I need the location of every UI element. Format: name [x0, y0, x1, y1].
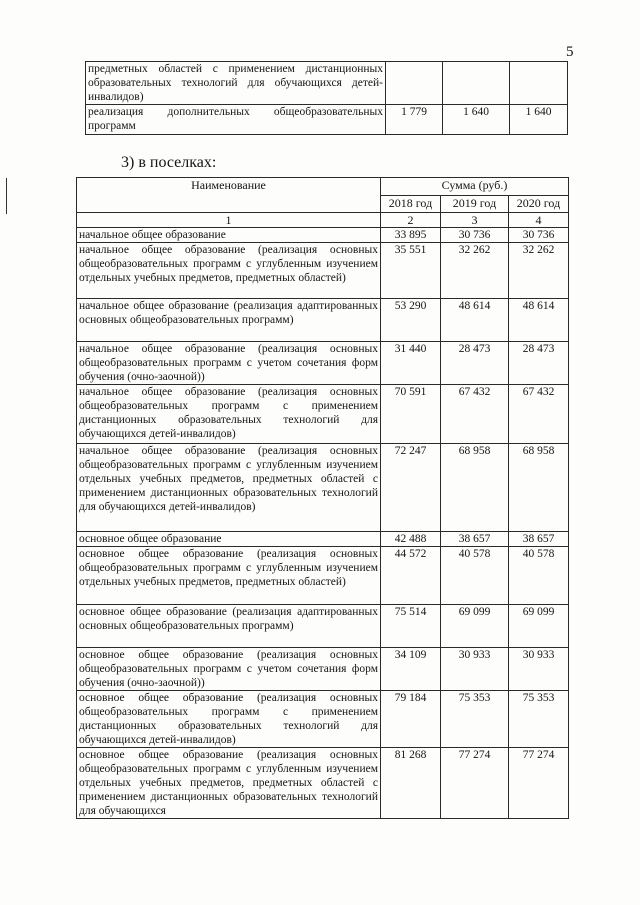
main-table — [76, 177, 569, 819]
header-year-2018: 2018 год — [381, 196, 441, 213]
row-name: предметных областей с применением дистанционных образовательных технологий для обучающихся детей-инвалидов) — [86, 62, 386, 105]
row-name: основное общее образование (реализация основных общеобразовательных программ с применением дистанционных образовательных технологий для обучающихся детей-инвалидов) — [77, 691, 381, 748]
value-2018: 53 290 — [381, 299, 441, 342]
value-2020: 38 657 — [509, 532, 569, 547]
value-2019: 77 274 — [441, 748, 509, 819]
table-row — [77, 228, 569, 243]
value-2019: 48 614 — [441, 299, 509, 342]
value-2020: 1 640 — [510, 105, 568, 135]
col-number-2: 2 — [381, 213, 441, 228]
value-2020: 75 353 — [509, 691, 569, 748]
main-table-body — [77, 228, 569, 819]
value-2020: 40 578 — [509, 547, 569, 605]
section-title: 3) в поселках: — [121, 154, 217, 171]
value-2018: 44 572 — [381, 547, 441, 605]
table-row — [77, 748, 569, 819]
value-2018: 81 268 — [381, 748, 441, 819]
value-2018: 79 184 — [381, 691, 441, 748]
value-2020: 69 099 — [509, 605, 569, 648]
table-row — [77, 547, 569, 605]
header-year-2020: 2020 год — [509, 196, 569, 213]
table-row — [77, 691, 569, 748]
value-2019: 67 432 — [441, 385, 509, 444]
row-name: начальное общее образование — [77, 228, 381, 243]
value-2018 — [386, 62, 443, 105]
value-2020: 30 736 — [509, 228, 569, 243]
value-2019: 68 958 — [441, 444, 509, 532]
value-2018: 1 779 — [386, 105, 443, 135]
table-row — [77, 444, 569, 532]
value-2020 — [510, 62, 568, 105]
page-number: 5 — [566, 44, 574, 60]
value-2020: 68 958 — [509, 444, 569, 532]
table-row — [77, 342, 569, 385]
row-name: основное общее образование (реализация основных общеобразовательных программ с углубленным изучением отдельных учебных предметов, предметных областей с применением дистанционных образовательных технологий для обучающихся — [77, 748, 381, 819]
top-table — [85, 61, 568, 135]
table-row — [77, 532, 569, 547]
table-row — [77, 385, 569, 444]
value-2018: 42 488 — [381, 532, 441, 547]
row-name: реализация дополнительных общеобразовательных программ — [86, 105, 386, 135]
value-2019: 30 933 — [441, 648, 509, 691]
header-sum: Сумма (руб.) — [381, 178, 569, 196]
row-name: основное общее образование (реализация адаптированных основных общеобразовательных программ) — [77, 605, 381, 648]
value-2019: 28 473 — [441, 342, 509, 385]
value-2019: 75 353 — [441, 691, 509, 748]
row-name: основное общее образование (реализация основных общеобразовательных программ с углубленным изучением отдельных учебных предметов, предметных областей) — [77, 547, 381, 605]
row-name: начальное общее образование (реализация основных общеобразовательных программ с учетом сочетания форм обучения (очно-заочной)) — [77, 342, 381, 385]
value-2018: 33 895 — [381, 228, 441, 243]
row-name: начальное общее образование (реализация основных общеобразовательных программ с применением дистанционных образовательных технологий для обучающихся детей-инвалидов) — [77, 385, 381, 444]
value-2018: 72 247 — [381, 444, 441, 532]
value-2018: 70 591 — [381, 385, 441, 444]
table-row — [77, 648, 569, 691]
value-2020: 32 262 — [509, 243, 569, 299]
table-row — [77, 299, 569, 342]
row-name: основное общее образование (реализация основных общеобразовательных программ с учетом сочетания форм обучения (очно-заочной)) — [77, 648, 381, 691]
value-2020: 28 473 — [509, 342, 569, 385]
col-number-3: 3 — [441, 213, 509, 228]
header-name: Наименование — [77, 178, 381, 213]
row-name: начальное общее образование (реализация адаптированных основных общеобразовательных программ) — [77, 299, 381, 342]
col-number-1: 1 — [77, 213, 381, 228]
value-2020: 48 614 — [509, 299, 569, 342]
table-row — [86, 62, 568, 105]
value-2020: 30 933 — [509, 648, 569, 691]
value-2018: 75 514 — [381, 605, 441, 648]
value-2020: 77 274 — [509, 748, 569, 819]
row-name: начальное общее образование (реализация основных общеобразовательных программ с углубленным изучением отдельных учебных предметов, предметных областей) — [77, 243, 381, 299]
row-name: основное общее образование — [77, 532, 381, 547]
value-2018: 34 109 — [381, 648, 441, 691]
value-2019: 40 578 — [441, 547, 509, 605]
value-2020: 67 432 — [509, 385, 569, 444]
value-2018: 31 440 — [381, 342, 441, 385]
table-row — [77, 243, 569, 299]
value-2019: 1 640 — [443, 105, 510, 135]
margin-mark — [6, 178, 7, 214]
header-year-2019: 2019 год — [441, 196, 509, 213]
value-2018: 35 551 — [381, 243, 441, 299]
table-row — [77, 605, 569, 648]
value-2019: 38 657 — [441, 532, 509, 547]
value-2019 — [443, 62, 510, 105]
column-numbers-row — [77, 213, 569, 228]
row-name: начальное общее образование (реализация основных общеобразовательных программ с углубленным изучением отдельных учебных предметов, предметных областей с применением дистанционных образовательных технологий для обучающихся детей-инвалидов) — [77, 444, 381, 532]
value-2019: 30 736 — [441, 228, 509, 243]
value-2019: 32 262 — [441, 243, 509, 299]
table-row — [86, 105, 568, 135]
header-row — [77, 178, 569, 196]
col-number-4: 4 — [509, 213, 569, 228]
value-2019: 69 099 — [441, 605, 509, 648]
